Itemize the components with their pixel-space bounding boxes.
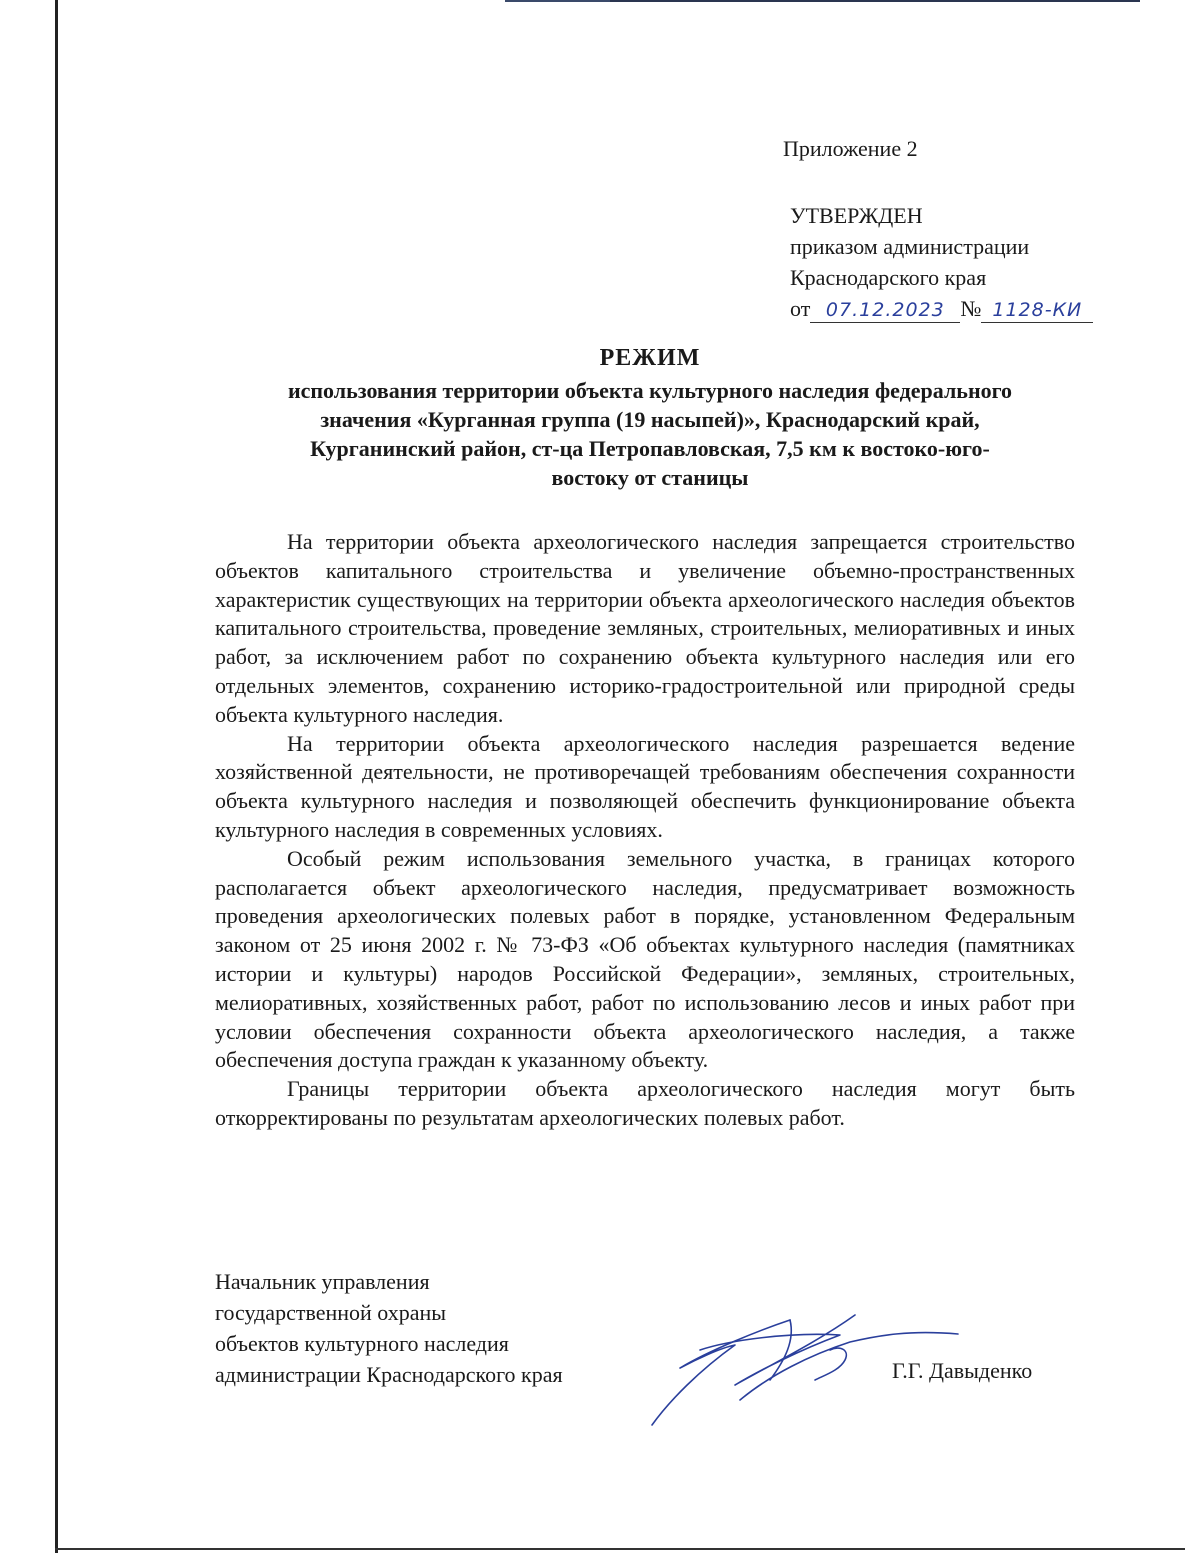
document-subtitle-line: использования территории объекта культурного наследия федерального [287,378,1013,403]
order-number-handwritten: 1128-КИ [992,299,1083,321]
date-prefix: от [790,296,811,321]
order-date-number-line [790,293,1093,324]
approved-line: Краснодарского края [790,265,987,290]
body-paragraph: Особый режим использования земельного участка, в границах которого располагается объект археологического наследия, предусматривает возможность проведения археологических полевых работ в порядке, установленном Федеральным законом от 25 июня 2002 г. № 73-ФЗ «Об объектах культурного наследия (памятниках истории и культуры) народов Российской Федерации», земляных, строительных, мелиоративных, хозяйственных работ, работ по использованию лесов и иных работ при условии обеспечения сохранности объекта археологического наследия, а также обеспечения доступа граждан к указанному объекту. [215,845,1075,1073]
scan-edge-top [610,0,1140,2]
document-subtitle-line: Курганинский район, ст-ца Петропавловская, 7,5 км к востоко-юго- [310,436,990,461]
number-prefix: № [960,296,982,321]
document-subtitle-line: значения «Курганная группа (19 насыпей)», Краснодарский край, [320,407,980,432]
appendix-label: Приложение 2 [783,136,918,161]
body-paragraph: На территории объекта археологического наследия разрешается ведение хозяйственной деятельности, не противоречащей требованиям обеспечения сохранности объекта культурного наследия и позволяющей обеспечить функционирование объекта культурного наследия в современных условиях. [215,730,1075,842]
signer-name: Г.Г. Давыденко [892,1358,1033,1383]
document-heading [215,345,1085,492]
order-date-handwritten: 07.12.2023 [825,299,945,321]
order-date-field [810,297,960,323]
approval-block [790,200,1093,324]
scan-edge-top [505,0,610,2]
position-line: государственной охраны [215,1300,447,1325]
approved-line: приказом администрации [790,234,1030,259]
order-number-field [981,297,1093,323]
signer-position [215,1266,563,1390]
position-line: Начальник управления [215,1269,430,1294]
approved-title: УТВЕРЖДЕН [790,203,923,228]
document-body [215,528,1075,1133]
position-line: администрации Краснодарского края [215,1362,563,1387]
scan-edge-bottom [55,1548,1185,1550]
document-subtitle-line: востоку от станицы [551,465,749,490]
document-title: РЕЖИМ [599,345,701,371]
body-paragraph: На территории объекта археологического наследия запрещается строительство объектов капитального строительства и увеличение объемно-пространственных характеристик существующих на территории объекта археологического наследия объектов капитального строительства, проведение земляных, строительных, мелиоративных и иных работ, за исключением работ по сохранению объекта культурного наследия или его отдельных элементов, сохранению историко-градостроительной или природной среды объекта культурного наследия. [215,529,1075,727]
body-paragraph: Границы территории объекта археологического наследия могут быть откорректированы по результатам археологических полевых работ. [215,1076,1075,1130]
scan-edge-left [55,0,58,1553]
position-line: объектов культурного наследия [215,1331,509,1356]
